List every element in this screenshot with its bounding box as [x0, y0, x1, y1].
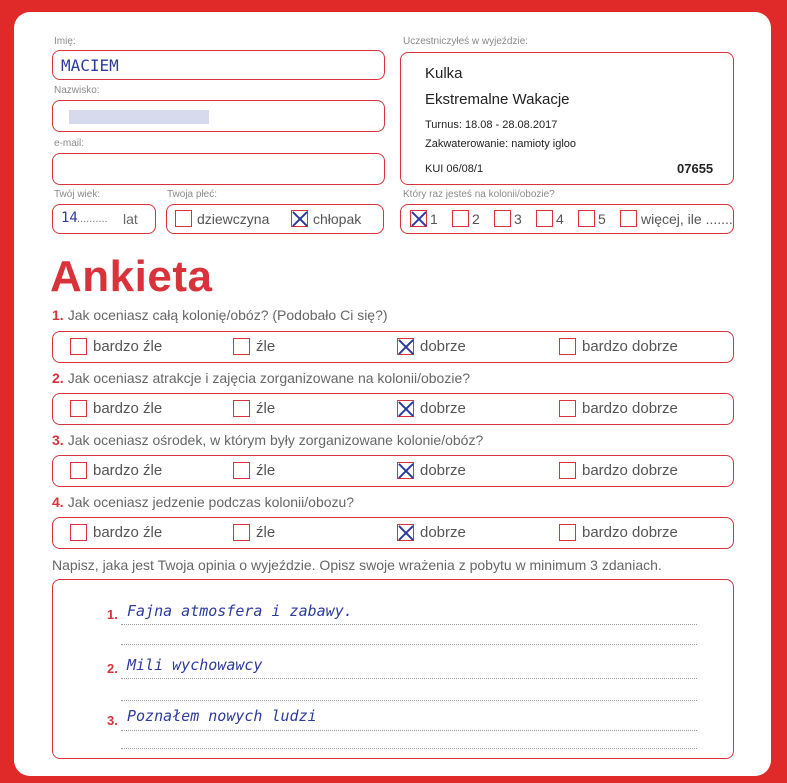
question-2-text: Jak oceniasz atrakcje i zajęcia zorganizowane na kolonii/obozie?: [67, 370, 471, 386]
q3-very-good-checkbox[interactable]: [559, 462, 576, 479]
q4-very-bad-label: bardzo źle: [93, 524, 163, 541]
visits-field: [400, 204, 734, 234]
email-label: e-mail:: [54, 138, 85, 149]
writing-line: [121, 700, 697, 701]
q1-good-label: dobrze: [420, 338, 466, 355]
turn-label: Turnus:: [425, 119, 462, 131]
gender-option-female[interactable]: [175, 210, 269, 227]
writing-line: [121, 644, 697, 645]
question-3-text: Jak oceniasz ośrodek, w którym były zorganizowane kolonie/obóz?: [67, 432, 484, 448]
question-3: [52, 432, 483, 448]
q4-very-bad-checkbox[interactable]: [70, 524, 87, 541]
male-label: chłopak: [313, 210, 362, 227]
q4-good-label: dobrze: [420, 524, 466, 541]
q4-very-good-checkbox[interactable]: [559, 524, 576, 541]
accommodation-value: namioty igloo: [511, 138, 577, 150]
question-4-text: Jak oceniasz jedzenie podczas kolonii/obozu?: [67, 494, 355, 510]
opinion-line-2-text: Mili wychowawcy: [127, 656, 263, 674]
writing-line: [121, 730, 697, 731]
question-2: [52, 370, 470, 386]
q4-option-very-bad[interactable]: [70, 524, 162, 541]
question-4-options: [52, 517, 734, 549]
visit-1-checkbox[interactable]: [410, 210, 427, 227]
trip-number: 07655: [677, 161, 714, 176]
question-2-number: 2.: [52, 370, 64, 386]
q2-very-bad-label: bardzo źle: [93, 400, 163, 417]
q4-good-checkbox[interactable]: [397, 524, 414, 541]
writing-line: [121, 678, 697, 679]
q2-bad-label: źle: [256, 400, 276, 417]
question-3-number: 3.: [52, 432, 64, 448]
q3-very-good-label: bardzo dobrze: [582, 462, 678, 479]
q2-option-good[interactable]: [397, 400, 466, 417]
writing-line: [121, 624, 697, 625]
visit-3-checkbox[interactable]: [494, 210, 511, 227]
turn-value: 18.08 - 28.08.2017: [464, 119, 558, 131]
accommodation-label: Zakwaterowanie:: [425, 138, 509, 150]
visit-4-checkbox[interactable]: [536, 210, 553, 227]
survey-title: Ankieta: [50, 252, 213, 301]
q2-bad-checkbox[interactable]: [233, 400, 250, 417]
q3-option-very-bad[interactable]: [70, 462, 162, 479]
name-field[interactable]: [52, 50, 385, 80]
q3-option-good[interactable]: [397, 462, 466, 479]
q4-option-good[interactable]: [397, 524, 466, 541]
trip-code: KUI 06/08/1: [425, 163, 484, 175]
visits-label: Który raz jesteś na kolonii/obozie?: [403, 189, 555, 200]
visit-2-checkbox[interactable]: [452, 210, 469, 227]
age-field[interactable]: [52, 204, 156, 234]
gender-option-male[interactable]: [291, 210, 361, 227]
opinion-box[interactable]: [52, 579, 734, 759]
age-unit: lat: [123, 211, 138, 227]
opinion-prompt: Napisz, jaka jest Twoja opinia o wyjeździe. Opisz swoje wrażenia z pobytu w minimum 3 zdaniach.: [52, 557, 662, 573]
q2-option-bad[interactable]: [233, 400, 275, 417]
q1-option-very-good[interactable]: [559, 338, 678, 355]
question-3-options: [52, 455, 734, 487]
q2-very-bad-checkbox[interactable]: [70, 400, 87, 417]
age-label: Twój wiek:: [54, 189, 101, 200]
q1-very-bad-label: bardzo źle: [93, 338, 163, 355]
trip-program: Ekstremalne Wakacje: [425, 91, 570, 108]
opinion-line-3-text: Poznałem nowych ludzi: [127, 707, 317, 725]
visit-4-label: 4: [556, 210, 564, 227]
female-checkbox[interactable]: [175, 210, 192, 227]
male-checkbox[interactable]: [291, 210, 308, 227]
q3-option-bad[interactable]: [233, 462, 275, 479]
visit-2-label: 2: [472, 210, 480, 227]
q4-bad-checkbox[interactable]: [233, 524, 250, 541]
q1-option-bad[interactable]: [233, 338, 275, 355]
name-value: MACIEM: [61, 56, 119, 75]
visit-option-3[interactable]: [494, 210, 522, 227]
gender-label: Twoja płeć:: [167, 189, 218, 200]
q1-option-good[interactable]: [397, 338, 466, 355]
visit-more-label: więcej, ile .......: [641, 210, 733, 227]
question-2-options: [52, 393, 734, 425]
q2-good-label: dobrze: [420, 400, 466, 417]
q1-good-checkbox[interactable]: [397, 338, 414, 355]
q1-option-very-bad[interactable]: [70, 338, 162, 355]
opinion-line-2-number: 2.: [107, 661, 118, 676]
visit-5-label: 5: [598, 210, 606, 227]
opinion-line-1-text: Fajna atmosfera i zabawy.: [127, 602, 353, 620]
writing-line: [121, 748, 697, 749]
visit-option-5[interactable]: [578, 210, 606, 227]
q3-very-bad-checkbox[interactable]: [70, 462, 87, 479]
q2-option-very-bad[interactable]: [70, 400, 162, 417]
q4-bad-label: źle: [256, 524, 276, 541]
q2-good-checkbox[interactable]: [397, 400, 414, 417]
visit-option-more[interactable]: [620, 210, 733, 227]
opinion-line-3-number: 3.: [107, 713, 118, 728]
q3-bad-checkbox[interactable]: [233, 462, 250, 479]
q3-good-checkbox[interactable]: [397, 462, 414, 479]
female-label: dziewczyna: [197, 210, 270, 227]
q4-very-good-label: bardzo dobrze: [582, 524, 678, 541]
q3-good-label: dobrze: [420, 462, 466, 479]
visit-option-2[interactable]: [452, 210, 480, 227]
question-1-options: [52, 331, 734, 363]
redacted-block: [69, 110, 209, 124]
q1-very-good-checkbox[interactable]: [559, 338, 576, 355]
q2-option-very-good[interactable]: [559, 400, 678, 417]
age-value: 14: [61, 210, 78, 226]
q1-very-bad-checkbox[interactable]: [70, 338, 87, 355]
visit-1-label: 1: [430, 210, 438, 227]
visit-option-4[interactable]: [536, 210, 564, 227]
q2-very-good-checkbox[interactable]: [559, 400, 576, 417]
question-4-number: 4.: [52, 494, 64, 510]
survey-sheet: [14, 12, 771, 776]
q1-bad-label: źle: [256, 338, 276, 355]
opinion-line-1-number: 1.: [107, 607, 118, 622]
name-label: Imię:: [54, 36, 76, 47]
gender-field: [166, 204, 384, 234]
question-1: [52, 307, 388, 323]
age-dots: ..........: [77, 213, 108, 225]
q4-option-very-good[interactable]: [559, 524, 678, 541]
visit-more-checkbox[interactable]: [620, 210, 637, 227]
visit-5-checkbox[interactable]: [578, 210, 595, 227]
q1-bad-checkbox[interactable]: [233, 338, 250, 355]
trip-label: Uczestniczyłeś w wyjeździe:: [403, 36, 529, 47]
question-1-text: Jak oceniasz całą kolonię/obóz? (Podobało Ci się?): [67, 307, 388, 323]
q1-very-good-label: bardzo dobrze: [582, 338, 678, 355]
question-1-number: 1.: [52, 307, 64, 323]
q3-option-very-good[interactable]: [559, 462, 678, 479]
q2-very-good-label: bardzo dobrze: [582, 400, 678, 417]
q3-bad-label: źle: [256, 462, 276, 479]
surname-field[interactable]: [52, 100, 385, 132]
trip-name: Kulka: [425, 65, 463, 82]
q4-option-bad[interactable]: [233, 524, 275, 541]
visit-3-label: 3: [514, 210, 522, 227]
trip-info-box: [400, 52, 734, 185]
surname-label: Nazwisko:: [54, 85, 100, 96]
q3-very-bad-label: bardzo źle: [93, 462, 163, 479]
email-field[interactable]: [52, 153, 385, 185]
visit-option-1[interactable]: [410, 210, 438, 227]
question-4: [52, 494, 354, 510]
